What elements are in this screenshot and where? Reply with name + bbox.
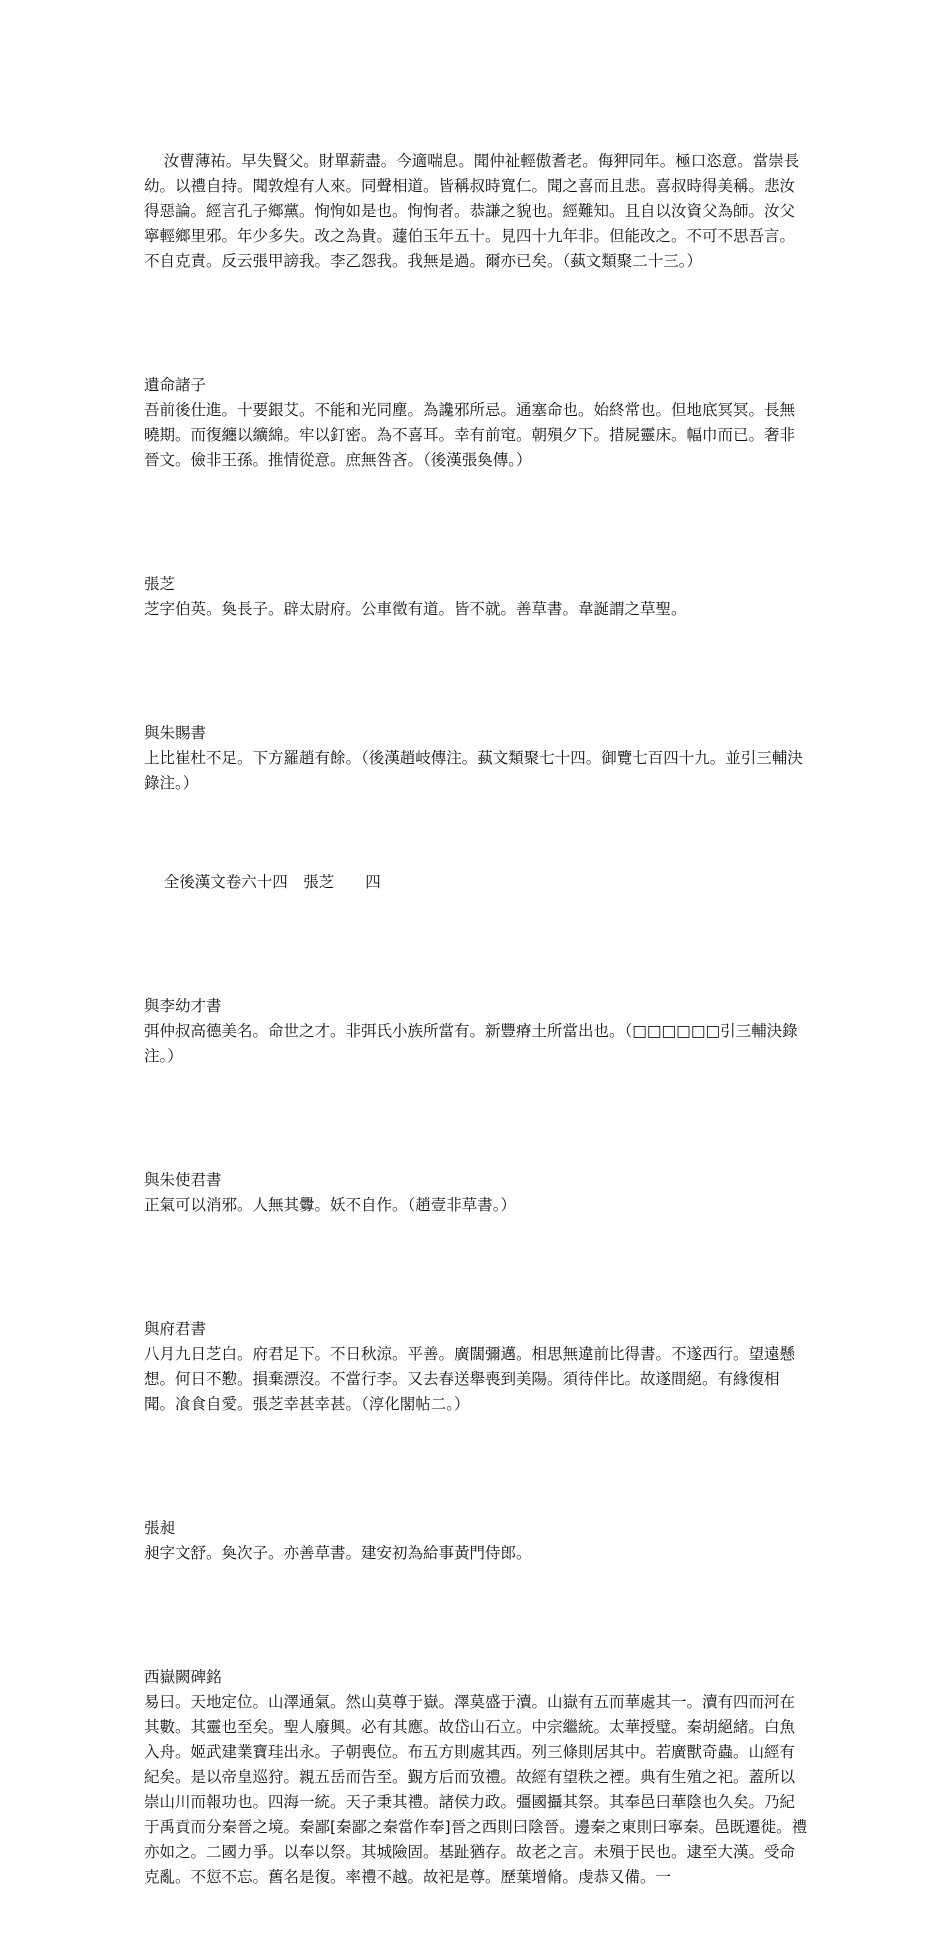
section-letter-to-fujun (144, 1267, 810, 1442)
paragraph-text: 昶字文舒。奐次子。亦善草書。建安初為給事黃門侍郎。 (144, 1544, 532, 1562)
section-heading: 與朱賜書 (144, 724, 207, 742)
section-zhang-chang (144, 1466, 810, 1591)
document-page (144, 124, 810, 1939)
section-heading: 張昶 (144, 1519, 176, 1537)
paragraph-text: 八月九日芝白。府君足下。不日秋涼。平善。廣闊彌邁。相思無違前比得書。不遂西行。望遠懸想。何日不懃。損棄漂沒。不當行李。又去春送舉喪到美陽。須待伴比。故遂間絕。有緣復相聞。飡食自愛。張芝幸甚幸甚。（淳化閣帖二。） (144, 1345, 796, 1413)
volume-marker-text: 全後漢文卷六十四 張芝 四 (163, 873, 381, 891)
section-heading: 與李幼才書 (144, 997, 222, 1015)
paragraph-text: 易曰。天地定位。山澤通氣。然山莫尊于嶽。澤莫盛于瀆。山嶽有五而華處其一。瀆有四而河在其數。其靈也至矣。聖人廢興。必有其應。故岱山石立。中宗繼統。太華授璧。秦胡絕緒。白魚入舟。姬武建業寶珪出永。子朝喪位。布五方則處其西。列三條則居其中。若廣獸奇蟲。山經有紀矣。是以帝皇巡狩。親五岳而告至。覲方后而攷禮。故經有望秩之禋。典有生殖之祀。蓋所以崇山川而報功也。四海一統。天子秉其禮。諸侯力政。彊國攝其祭。其奉邑曰華陰也久矣。乃紀于禹貢而分秦晉之境。秦鄙[秦鄙之秦當作奉]晉之西則曰陰晉。邊秦之東則曰寧秦。邑既遷徙。禮亦如之。二國力爭。以奉以祭。其城險固。基趾猶存。故老之言。未殞于民也。逮至大漢。受命克亂。不愆不忘。舊名是復。率禮不越。故祀是尊。歷葉增脩。虔恭又備。一 (144, 1693, 808, 1886)
section-heading: 與府君書 (144, 1320, 207, 1338)
paragraph-letter-to-children (144, 124, 810, 299)
paragraph-text: 上比崔杜不足。下方羅趙有餘。（後漢趙岐傳注。蓺文類聚七十四。御覽七百四十九。並引三輔決錄注。） (144, 749, 803, 792)
paragraph-text: 弭仲叔高德美名。命世之才。非弭氏小族所當有。新豐瘠土所當出也。（□□□□□□引三輔決錄注。） (144, 1022, 798, 1065)
section-letter-to-zhu-shijun (144, 1118, 810, 1243)
section-heading: 遺命諸子 (144, 376, 207, 394)
section-letter-to-li-youcai (144, 944, 810, 1094)
paragraph-text: 吾前後仕進。十要銀艾。不能和光同塵。為讒邪所忌。通塞命也。始終常也。但地底冥冥。長無曉期。而復纏以纊綿。牢以釘密。為不喜耳。幸有前窀。朝殞夕下。措屍靈床。幅巾而已。奢非晉文。儉非王孫。推情從意。庶無咎吝。（後漢張奐傳。） (144, 401, 796, 469)
section-heading: 張芝 (144, 575, 176, 593)
paragraph-text: 正氣可以消邪。人無其釁。妖不自作。（趙壹非草書。） (144, 1196, 517, 1214)
section-zhang-zhi (144, 522, 810, 647)
paragraph-text: 汝曹薄祐。早失賢父。財單薪盡。今適喘息。聞仲祉輕傲耆老。侮狎同年。極口恣意。當崇長幼。以禮自持。聞敦煌有人來。同聲相道。皆稱叔時寬仁。聞之喜而且悲。喜叔時得美稱。悲汝得惡論。經言孔子鄉黨。恂恂如是也。恂恂者。恭謙之貌也。經難知。且自以汝資父為師。汝父寧輕鄉里邪。年少多失。改之為貴。蘧伯玉年五十。見四十九年非。但能改之。不可不思吾言。不自克責。反云張甲謗我。李乙怨我。我無是過。爾亦已矣。（蓺文類聚二十三。） (144, 152, 800, 270)
section-heading: 與朱使君書 (144, 1171, 222, 1189)
section-testament-to-sons (144, 323, 810, 498)
paragraph-text: 芝字伯英。奐長子。辟太尉府。公車徵有道。皆不就。善草書。韋誕謂之草聖。 (144, 600, 687, 618)
volume-marker (144, 845, 810, 920)
section-xiyue-que-stele (144, 1615, 810, 1915)
section-letter-to-zhu-ci (144, 671, 810, 821)
section-heading: 西嶽闕碑銘 (144, 1668, 222, 1686)
